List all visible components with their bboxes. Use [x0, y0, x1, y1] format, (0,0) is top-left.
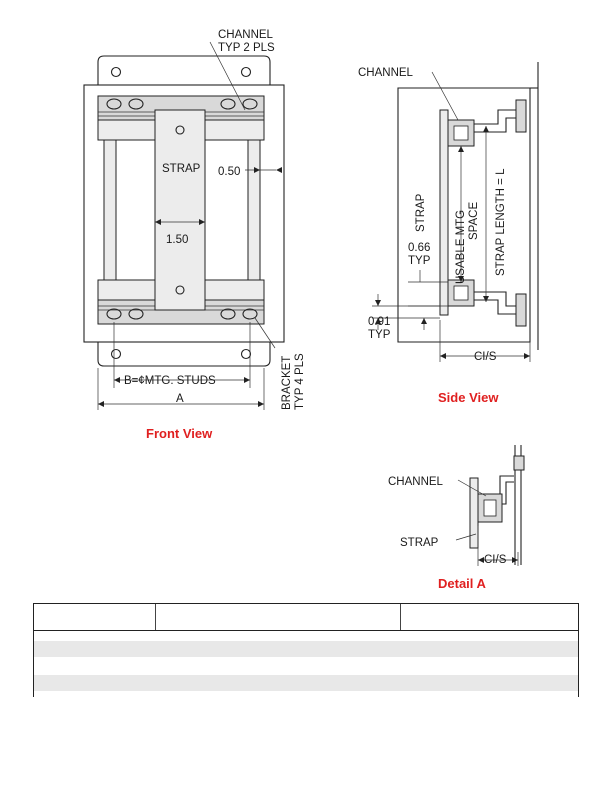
side-bracket-top [474, 110, 518, 124]
mount-hole-icon [112, 68, 121, 77]
front-channel-label-sub: TYP 2 PLS [218, 42, 275, 54]
detail-strap-label: STRAP [400, 537, 439, 549]
detail-cis-label: CI/S [484, 554, 507, 566]
table-header-cell [401, 604, 578, 630]
dim-b-label: B=¢MTG. STUDS [124, 375, 216, 387]
front-channel-label: CHANNEL [218, 29, 273, 41]
dim-150-label: 1.50 [166, 234, 189, 246]
dim-066-label: 0.66 [408, 242, 431, 254]
front-bottom-tab [98, 342, 270, 366]
detail-channel-label: CHANNEL [388, 476, 443, 488]
table-header [34, 604, 578, 631]
dim-091-typ-label: TYP [368, 329, 391, 341]
front-top-tab [98, 56, 270, 85]
mount-hole-icon [242, 350, 251, 359]
dim-050-label: 0.50 [218, 166, 241, 178]
table-row [34, 641, 578, 658]
side-back-panel [440, 110, 448, 315]
detail-back-panel [470, 478, 478, 548]
side-channel-label: CHANNEL [358, 67, 413, 79]
bracket-leader [255, 318, 275, 348]
side-view-title: Side View [438, 390, 499, 405]
side-bracket-bottom [474, 300, 518, 314]
detail-stud [514, 456, 524, 470]
mount-hole-icon [242, 68, 251, 77]
front-rail-right [248, 118, 260, 306]
side-stud-top [516, 100, 526, 132]
front-view [84, 42, 284, 410]
bracket-label: BRACKET [281, 355, 293, 410]
usable-space-label-sub: SPACE [468, 201, 480, 240]
front-rail-left [104, 118, 116, 306]
side-stud-bottom [516, 294, 526, 326]
dim-091-label: 0.91 [368, 316, 391, 328]
table-header-cell [34, 604, 156, 630]
dim-a-label: A [176, 393, 184, 405]
side-strap-label: STRAP [415, 193, 427, 232]
table-body [34, 641, 578, 709]
front-view-title: Front View [146, 426, 213, 441]
bracket-label-sub: TYP 4 PLS [294, 353, 306, 410]
detail-a-title: Detail A [438, 576, 486, 591]
usable-space-label: USABLE MTG [455, 209, 467, 284]
mount-hole-icon [112, 350, 121, 359]
dimension-table [33, 603, 579, 697]
front-strap-label: STRAP [162, 163, 201, 175]
front-strap [155, 110, 205, 310]
detail-a [456, 445, 524, 566]
table-row [34, 675, 578, 692]
table-row [34, 658, 578, 675]
table-header-cell [156, 604, 401, 630]
side-cis-label: CI/S [474, 351, 497, 363]
strap-length-label: STRAP LENGTH = L [495, 168, 507, 276]
table-row [34, 692, 578, 709]
dim-066-typ-label: TYP [408, 255, 431, 267]
